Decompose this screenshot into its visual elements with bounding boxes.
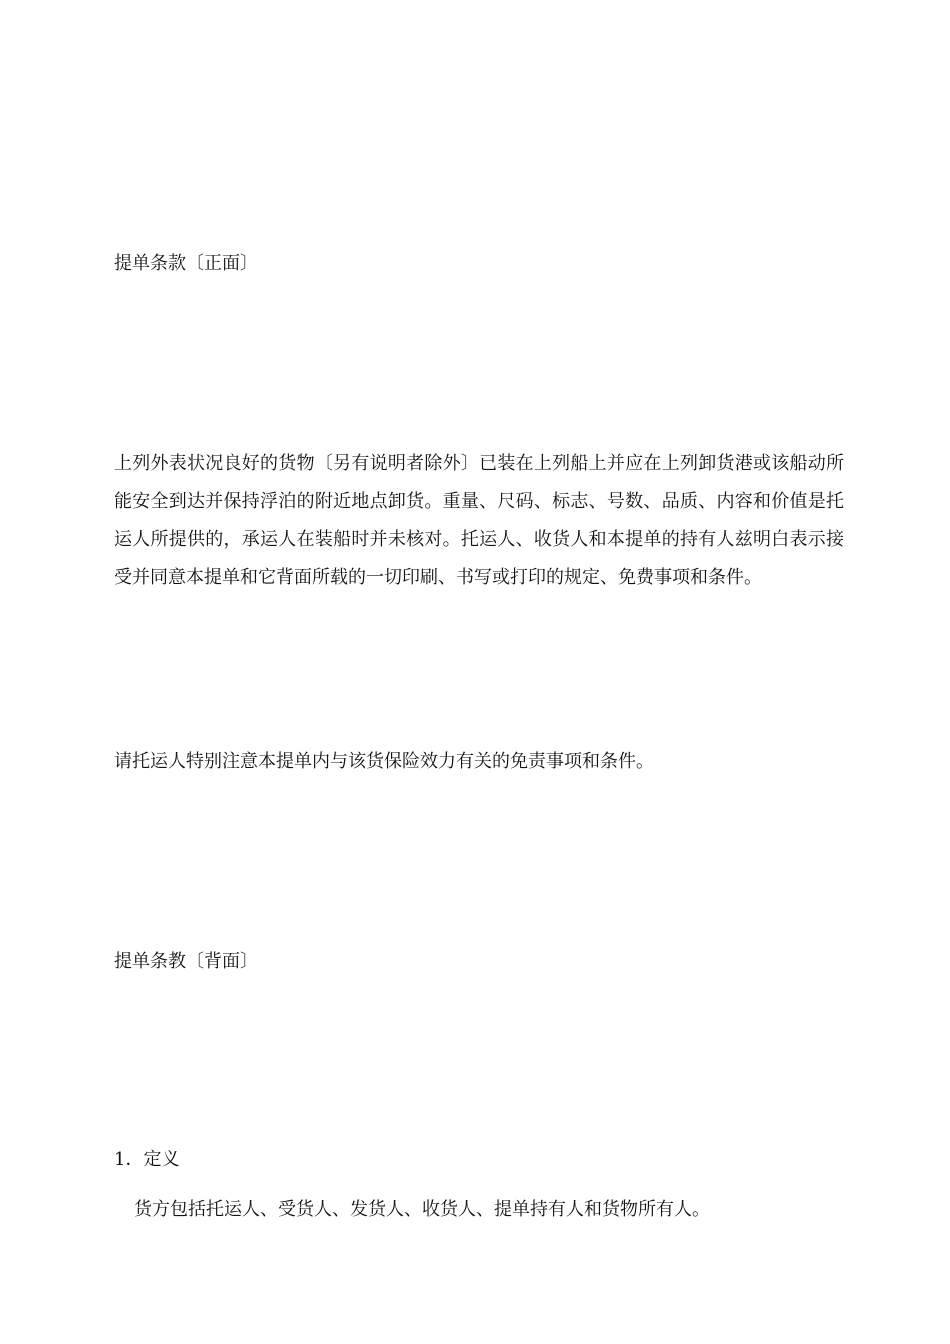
back-terms-heading: 提单条教〔背面〕 — [114, 951, 258, 972]
definition-section-title: 1．定义 — [114, 1149, 180, 1170]
definition-section-body: 货方包括托运人、受货人、发货人、收货人、提单持有人和货物所有人。 — [134, 1199, 710, 1220]
shipper-notice-paragraph: 请托运人特别注意本提单内与该货保险效力有关的免责事项和条件。 — [114, 751, 654, 772]
front-terms-paragraph: 上列外表状况良好的货物〔另有说明者除外〕已装在上列船上并应在上列卸货港或该船动所能安全到达并保持浮泊的附近地点卸货。重量、尺码、标志、号数、品质、内容和价值是托运人所提供的，承运人在装船时并未核对。托运人、收货人和本提单的持有人兹明白表示接受并同意本提单和它背面所载的一切印刷、书写或打印的规定、免费事项和条件。 — [114, 453, 844, 588]
front-terms-heading: 提单条款〔正面〕 — [114, 253, 258, 274]
